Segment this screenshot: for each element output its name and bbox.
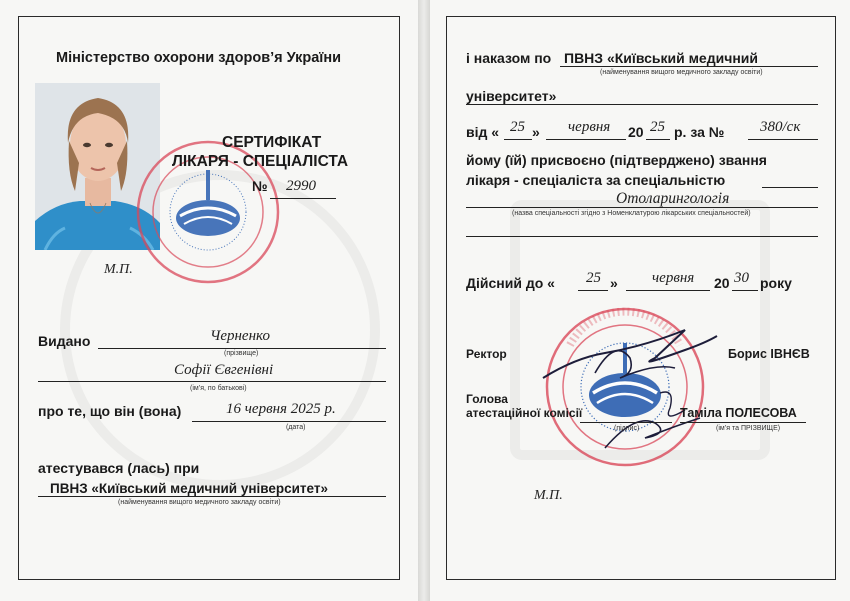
valid-until-label: Дійсний до « (466, 275, 555, 291)
given-names-underline (38, 381, 386, 382)
number-underline (270, 198, 336, 199)
issue-date: 16 червня 2025 р. (226, 401, 336, 417)
order-year-underline (646, 139, 670, 140)
head-name: Таміла ПОЛЕСОВА (680, 406, 797, 420)
name-caption: (ім’я та ПРІЗВИЩЕ) (716, 425, 781, 432)
certificate-number: 2990 (286, 178, 316, 194)
valid-month-underline (626, 290, 710, 291)
surname-caption: (прізвище) (224, 350, 259, 357)
specialty-underline (466, 207, 818, 208)
institution-underline (38, 496, 386, 497)
certificate-title-1: СЕРТИФІКАТ (222, 134, 322, 151)
order-institution-2-underline (466, 104, 818, 105)
order-institution-underline (560, 66, 818, 67)
valid-day-close: » (610, 275, 618, 291)
booklet-spine (418, 0, 430, 601)
order-from-label: від « (466, 124, 500, 140)
certificate-title-2: ЛІКАРЯ - СПЕЦІАЛІСТА (172, 153, 349, 170)
issued-label: Видано (38, 333, 91, 349)
number-sign: № (252, 178, 268, 194)
order-institution-caption: (найменування вищого медичного закладу освіти) (600, 69, 763, 76)
order-month-underline (546, 139, 626, 140)
assigned-line-1: йому (їй) присвоєно (підтверджено) звання (466, 152, 767, 168)
valid-day-underline (578, 290, 608, 291)
head-label: Голова (466, 392, 508, 406)
surname-value: Черненко (210, 328, 270, 344)
order-institution-1: ПВНЗ «Київський медичний (564, 50, 759, 66)
assigned-line-2: лікаря - спеціаліста за спеціальністю (466, 172, 726, 188)
commission-label: атестаційної комісії (466, 406, 583, 420)
rector-name: Борис ІВНЄВ (728, 347, 810, 361)
order-number-underline (748, 139, 818, 140)
right-page (430, 0, 850, 601)
assigned-underline (762, 187, 818, 188)
surname-underline (98, 348, 386, 349)
valid-year-prefix: 20 (714, 275, 730, 291)
seal-place-left: М.П. (104, 262, 133, 277)
rector-signature (535, 318, 725, 458)
signature-caption: (підпис) (614, 425, 640, 432)
signature-underline (580, 422, 672, 423)
order-day-close: » (532, 124, 540, 140)
date-underline (192, 421, 386, 422)
order-day: 25 (510, 119, 525, 135)
order-institution-2: університет» (466, 88, 557, 104)
valid-day: 25 (586, 270, 601, 286)
order-number: 380/ск (760, 119, 801, 135)
order-year-suffix: 25 (650, 119, 665, 135)
order-year-prefix: 20 (628, 124, 644, 140)
valid-year-suffix: 30 (734, 270, 749, 286)
rector-label: Ректор (466, 347, 507, 361)
about-label: про те, що він (вона) (38, 403, 182, 419)
specialty-caption: (назва спеціальності згідно з Номенклатурою лікарських спеціальностей) (512, 210, 751, 217)
date-caption: (дата) (286, 424, 306, 431)
valid-year-word: року (760, 275, 792, 291)
attested-label: атестувався (лась) при (38, 460, 200, 476)
given-names-caption: (ім’я, по батькові) (190, 385, 247, 392)
valid-year-underline (732, 290, 758, 291)
valid-month: червня (652, 270, 695, 286)
institution-caption: (найменування вищого медичного закладу освіти) (118, 499, 281, 506)
order-day-underline (504, 139, 532, 140)
left-page (0, 0, 418, 601)
order-label: і наказом по (466, 50, 552, 66)
specialty-value: Отоларингологія (616, 190, 730, 207)
attesting-institution: ПВНЗ «Київський медичний університет» (50, 481, 328, 496)
order-month: червня (568, 119, 611, 135)
ministry-heading: Міністерство охорони здоров’я України (56, 50, 342, 66)
order-number-label: р. за № (674, 124, 725, 140)
given-names-value: Софії Євгенівні (174, 362, 274, 378)
seal-place-right: М.П. (534, 488, 563, 503)
head-name-underline (680, 422, 806, 423)
specialty-extra-underline (466, 236, 818, 237)
